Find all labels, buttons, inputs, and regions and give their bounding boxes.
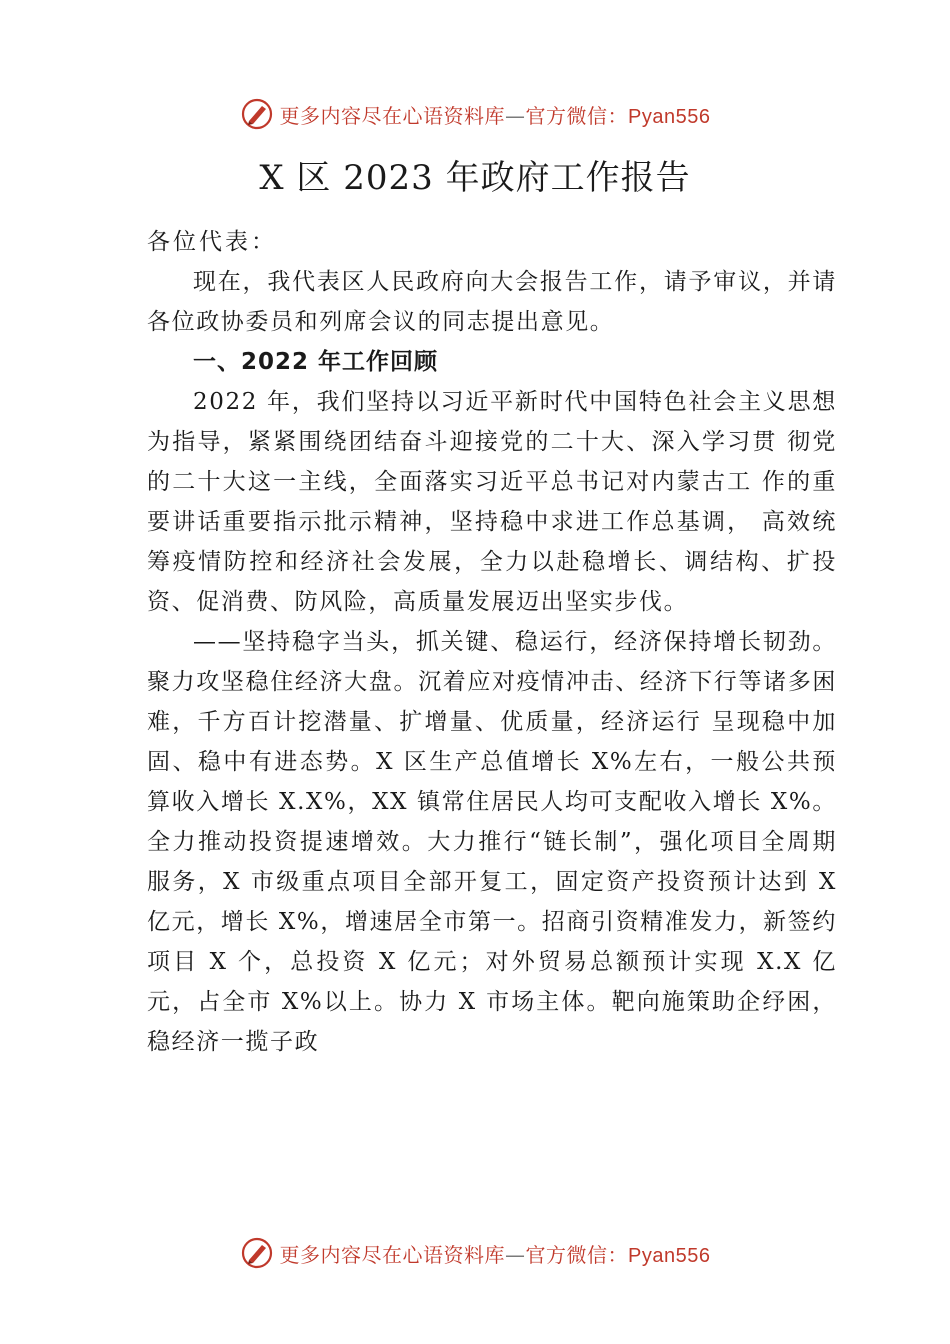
watermark-text: 更多内容尽在心语资料库 [279,1242,506,1267]
section-heading: 一、2022 年工作回顾 [193,349,439,375]
salutation: 各位代表： [147,229,277,255]
pen-seal-icon [240,97,274,131]
watermark-label: 官方微信： [525,103,629,128]
watermark-id: Pyan556 [628,1244,711,1267]
watermark-label: 官方微信： [525,1242,629,1267]
body-paragraph-2: ——坚持稳字当头，抓关键、稳运行，经济保持增长韧劲。聚力攻坚稳住经济大盘。沉着应对疫情冲击、经济下行等诸多困难，千方百计挖潜量、扩增量、优质量，经济运行 呈现稳中加固、稳中有进态势。X 区生产总值增长 X%左右，一般公共预算收入增长 X.X%，XX 镇常住居民人均可支配收入增长 X%。全力推动投资提速增效。大力推行“链长制”，强化项目全周期服务，X 市级重点项目全部开复工，固定资产投资预计达到 X 亿元，增长 X%，增速居全市第一。招商引资精准发力，新签约项目 X 个，总投资 X 亿元；对外贸易总额预计实现 X.X 亿元，占全市 X%以上。协力 X 市场主体。靶向施策助企纾困，稳经济一揽子政 [147,629,837,1055]
intro-paragraph: 现在，我代表区人民政府向大会报告工作，请予审议，并请各位政协委员和列席会议的同志提出意见。 [147,269,837,335]
document-body [147,222,837,1062]
footer-watermark [0,1233,950,1273]
body-paragraph-1: 2022 年，我们坚持以习近平新时代中国特色社会主义思想为指导，紧紧围绕团结奋斗迎接党的二十大、深入学习贯 彻党的二十大这一主线，全面落实习近平总书记对内蒙古工 作的重要讲话重要指示批示精神，坚持稳中求进工作总基调， 高效统筹疫情防控和经济社会发展，全力以赴稳增长、调结构、扩投资、促消费、防风险，高质量发展迈出坚实步伐。 [147,389,837,615]
watermark-text: 更多内容尽在心语资料库 [279,103,506,128]
watermark-separator: — [505,1242,526,1267]
watermark-id: Pyan556 [628,105,711,128]
document-title: X 区 2023 年政府工作报告 [259,158,691,198]
pen-seal-icon [240,1236,274,1270]
watermark-separator: — [505,103,526,128]
header-watermark [0,94,950,134]
